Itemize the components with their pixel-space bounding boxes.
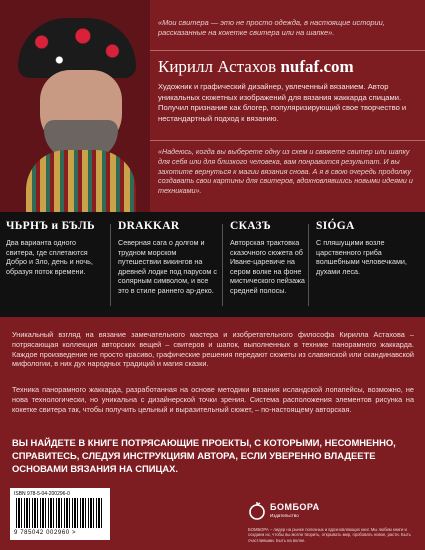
project-description: Авторская трактовка сказочного сюжета об Иване-царевиче на сером волке на фоне мистического пейзажа средней полосы. [230,238,305,295]
column-divider [222,224,223,306]
project-description: С пляшущими возле царственного гриба волшебными человечками, духами леса. [316,238,407,276]
project-title: СКАЗЪ [230,220,272,232]
author-photo [0,0,150,212]
top-quote: «Мои свитера — это не просто одежда, в настоящие истории, рассказанные на кокетке свитера или на шапке». [158,18,385,37]
beaded-necklace-image [26,150,136,212]
author-quote: «Надеюсь, когда вы выберете одну из схем и свяжете свитер или шапку для себя или для близкого человека, вам понравится результат. И вы захотите вернуться к магии вязания снова. А я в свою очередь продолжу создавать свои картины для свитеров, вдохновлявшись новыми идеями и техниками». [158,147,413,196]
project-column [316,220,416,276]
barcode [10,488,110,540]
publisher-logo [248,500,328,528]
publisher-subtitle: Издательство [270,513,299,518]
project-title: DRAKKAR [118,220,180,232]
projects-band [0,212,425,317]
project-description: Два варианта одного свитера, где сплетаются Добро и Зло, день и ночь, образуя поток времени. [6,238,93,276]
project-column [6,220,101,276]
author-heading [158,57,354,77]
project-column [118,220,218,295]
author-bio: Художник и графический дизайнер, увлеченный вязанием. Автор уникальных сюжетных изображений для вязания жаккарда спицами. Получил признание как блогер, популяризирующий свое творчество и нестандартный подход к вязанию. [158,82,407,123]
column-divider [308,224,309,306]
project-column [230,220,312,295]
project-description: Северная сага о долгом и трудном морском путешествии викингов на древней лодке под парусом с солярным символом, и все это в стиле раннего ар-деко. [118,238,217,295]
divider [150,140,425,141]
divider [150,50,425,51]
bombora-logo-icon [248,502,266,520]
publisher-note: БОМБОРА – лидер на рынке полезных и вдохновляющих книг. Мы любим книги и создаем их, чтобы вы могли творить, открывать мир, пробовать новое, расти. Быть счастливыми. Быть на волне. [248,527,411,543]
barcode-bars [16,498,104,528]
publisher-name: БОМБОРА [270,502,320,512]
author-name: Кирилл Астахов [158,57,277,76]
barcode-digits: 9 785042 002960 > [14,530,77,536]
column-divider [110,224,111,306]
knitted-hat-image [18,18,136,78]
project-title: SIÓGA [316,220,355,232]
author-website: nufaf.com [280,57,354,76]
callout-text: ВЫ НАЙДЕТЕ В КНИГЕ ПОТРЯСАЮЩИЕ ПРОЕКТЫ, С КОТОРЫМИ, НЕСОМНЕННО, СПРАВИТЕСЬ, СЛЕДУЯ ИНСТРУКЦИЯМ АВТОРА, ЕСЛИ УВЕРЕННО ВЛАДЕЕТЕ ОСНОВАМИ ВЯЗАНИЯ НА СПИЦАХ. [12,437,396,474]
isbn-text: ISBN 978-5-04-200296-0 [14,491,70,497]
project-title: ЧЬРНЪ и БЪЛЬ [6,220,95,232]
description-paragraph: Уникальный взгляд на вязание замечательного мастера и изобретательного философа Кирилла Астахова – потрясающая коллекция авторских вещей – свитеров и шапок, выполненных в технике панорамного жаккарда. Каждое произведение не просто красиво, графические решения передают сюжеты из славянской или скандинавской мифологии, в них дух народных традиций и магия сказки. [12,330,414,369]
description-paragraph: Техника панорамного жаккарда, разработанная на основе методики вязания исландской лопапейсы, возможно, не нова технологически, но уникальна с дизайнерской точки зрения. Система расположения элементов рисунка на кокетке свитера так, чтобы получить цельный и выразительный сюжет, – по-настоящему авторская. [12,385,414,414]
